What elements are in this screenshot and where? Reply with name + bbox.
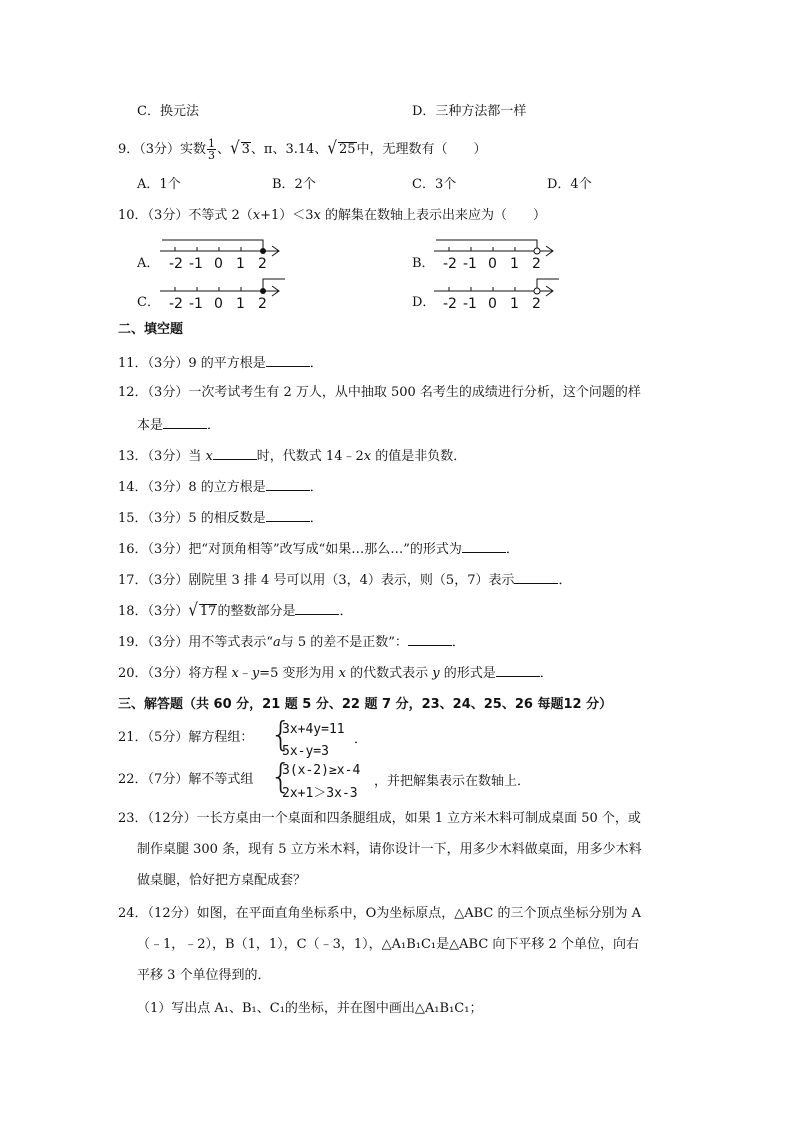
q21-end: ． (354, 732, 368, 747)
question-17: 17．（3分）剧院里 3 排 4 号可以用（3，4）表示，则（5，7）表示 ． (118, 573, 572, 588)
svg-text:2: 2 (532, 256, 541, 272)
question-12-line-1: 12．（3分）一次考试考生有 2 万人，从中抽取 500 名考生的成绩进行分析，这个问题的样 (118, 385, 641, 400)
svg-text:0: 0 (214, 256, 223, 272)
svg-text:1: 1 (236, 256, 245, 272)
question-9: 9．（3分）实数 $\frac{1}{3}$ 、√ 3、π、3.14、√ 25中，无理数有（ ） (118, 137, 487, 162)
svg-text:-1: -1 (189, 256, 203, 272)
svg-text:0: 0 (488, 296, 497, 312)
system-brace: { (270, 757, 292, 797)
answer-blank[interactable] (408, 633, 452, 646)
number-line-a (158, 230, 288, 272)
q9-option-c: C．3个 (412, 177, 457, 192)
answer-blank[interactable] (462, 540, 506, 553)
svg-text:-2: -2 (169, 296, 183, 312)
question-23-line-3: 做桌腿，恰好把方桌配成套？ (137, 873, 307, 888)
question-13: 13．（3分）当 x 时，代数式 14﹣2x 的值是非负数． (118, 449, 467, 464)
system-brace: { (270, 715, 292, 755)
question-14: 14．（3分）8 的立方根是 ． (118, 480, 323, 495)
svg-text:0: 0 (214, 296, 223, 312)
answer-blank[interactable] (266, 354, 310, 367)
sqrt-3: 3 (241, 142, 250, 157)
number-line-c (158, 270, 288, 312)
fraction-one-third: $\frac{1}{3}$ (208, 137, 216, 162)
question-23-line-2: 制作桌腿 300 条，现有 5 立方米木料，请你设计一下，用多少木料做桌面，用多少木料 (137, 842, 642, 857)
number-line-b (432, 230, 562, 272)
q22-inequality-2: 2x+1＞3x-3 (282, 786, 358, 801)
q9-option-a: A．1个 (137, 177, 181, 192)
question-24-line-1: 24．（12分）如图，在平面直角坐标系中，O为坐标原点，△ABC 的三个顶点坐标分别为 A (118, 906, 642, 921)
question-22-stem: 22．（7分）解不等式组 (118, 772, 254, 787)
number-line-d (432, 270, 562, 312)
svg-text:1: 1 (510, 296, 519, 312)
q22-inequality-1: 3(x-2)≥x-4 (282, 763, 361, 778)
q8-option-d: D．三种方法都一样 (412, 104, 527, 119)
q22-end: ，并把解集表示在数轴上． (374, 774, 531, 789)
q9-option-b: B．2个 (272, 177, 316, 192)
answer-blank[interactable] (163, 416, 207, 429)
q9-option-d: D．4个 (547, 177, 592, 192)
question-23-line-1: 23．（12分）一长方桌由一个桌面和四条腿组成，如果 1 立方米木料可制成桌面 50 个，或 (118, 811, 641, 826)
answer-blank[interactable] (496, 664, 540, 677)
svg-text:-1: -1 (189, 296, 203, 312)
svg-text:1: 1 (510, 256, 519, 272)
question-24-line-2: （﹣1，﹣2），B（1，1），C（﹣3，1），△A₁B₁C₁是△ABC 向下平移 2 个单位，向右 (137, 937, 639, 952)
svg-text:2: 2 (258, 256, 267, 272)
section-2-heading: 二、填空题 (118, 322, 184, 337)
question-24-line-3: 平移 3 个单位得到的． (137, 968, 271, 983)
svg-text:-2: -2 (443, 296, 457, 312)
svg-text:-1: -1 (463, 296, 477, 312)
svg-text:-2: -2 (443, 256, 457, 272)
svg-text:1: 1 (236, 296, 245, 312)
svg-text:-1: -1 (463, 256, 477, 272)
sqrt-25: 25 (338, 142, 356, 157)
q21-equation-1: 3x+4y=11 (282, 722, 345, 737)
section-3-heading: 三、解答题（共 60 分，21 题 5 分、22 题 7 分，23、24、25、26 每题12 分） (118, 697, 613, 712)
q10-option-a-label: A． (137, 256, 160, 271)
answer-blank[interactable] (295, 602, 339, 615)
q10-option-b-label: B． (412, 256, 435, 271)
question-10: 10．（3分）不等式 2（x+1）＜3x 的解集在数轴上表示出来应为（ ） (118, 208, 546, 223)
answer-blank[interactable] (213, 447, 257, 460)
svg-text:0: 0 (488, 256, 497, 272)
q21-equation-2: 5x-y=3 (282, 744, 329, 759)
answer-blank[interactable] (514, 571, 558, 584)
question-18: 18．（3分）√ 17的整数部分是 ． (118, 599, 353, 621)
question-24-part-1: （1）写出点 A₁、B₁、C₁的坐标，并在图中画出△A₁B₁C₁； (137, 1001, 483, 1016)
svg-text:2: 2 (532, 296, 541, 312)
svg-text:-2: -2 (169, 256, 183, 272)
q10-option-d-label: D． (412, 295, 436, 310)
q10-option-c-label: C． (137, 295, 160, 310)
sqrt-17: 17 (199, 604, 217, 619)
answer-blank[interactable] (266, 478, 310, 491)
svg-text:2: 2 (258, 296, 267, 312)
question-11: 11．（3分）9 的平方根是 ． (118, 356, 323, 371)
question-21-stem: 21．（5分）解方程组： (118, 730, 254, 745)
answer-blank[interactable] (266, 509, 310, 522)
question-15: 15．（3分）5 的相反数是 ． (118, 511, 323, 526)
question-12-line-2: 本是 ． (137, 418, 221, 433)
question-16: 16．（3分）把“对顶角相等”改写成“如果…那么…”的形式为 ． (118, 542, 519, 557)
q8-option-c: C．换元法 (137, 104, 199, 119)
question-20: 20．（3分）将方程 x﹣y=5 变形为用 x 的代数式表示 y 的形式是 ． (118, 666, 553, 681)
question-19: 19．（3分）用不等式表示“a与 5 的差不是正数”： ． (118, 635, 465, 650)
